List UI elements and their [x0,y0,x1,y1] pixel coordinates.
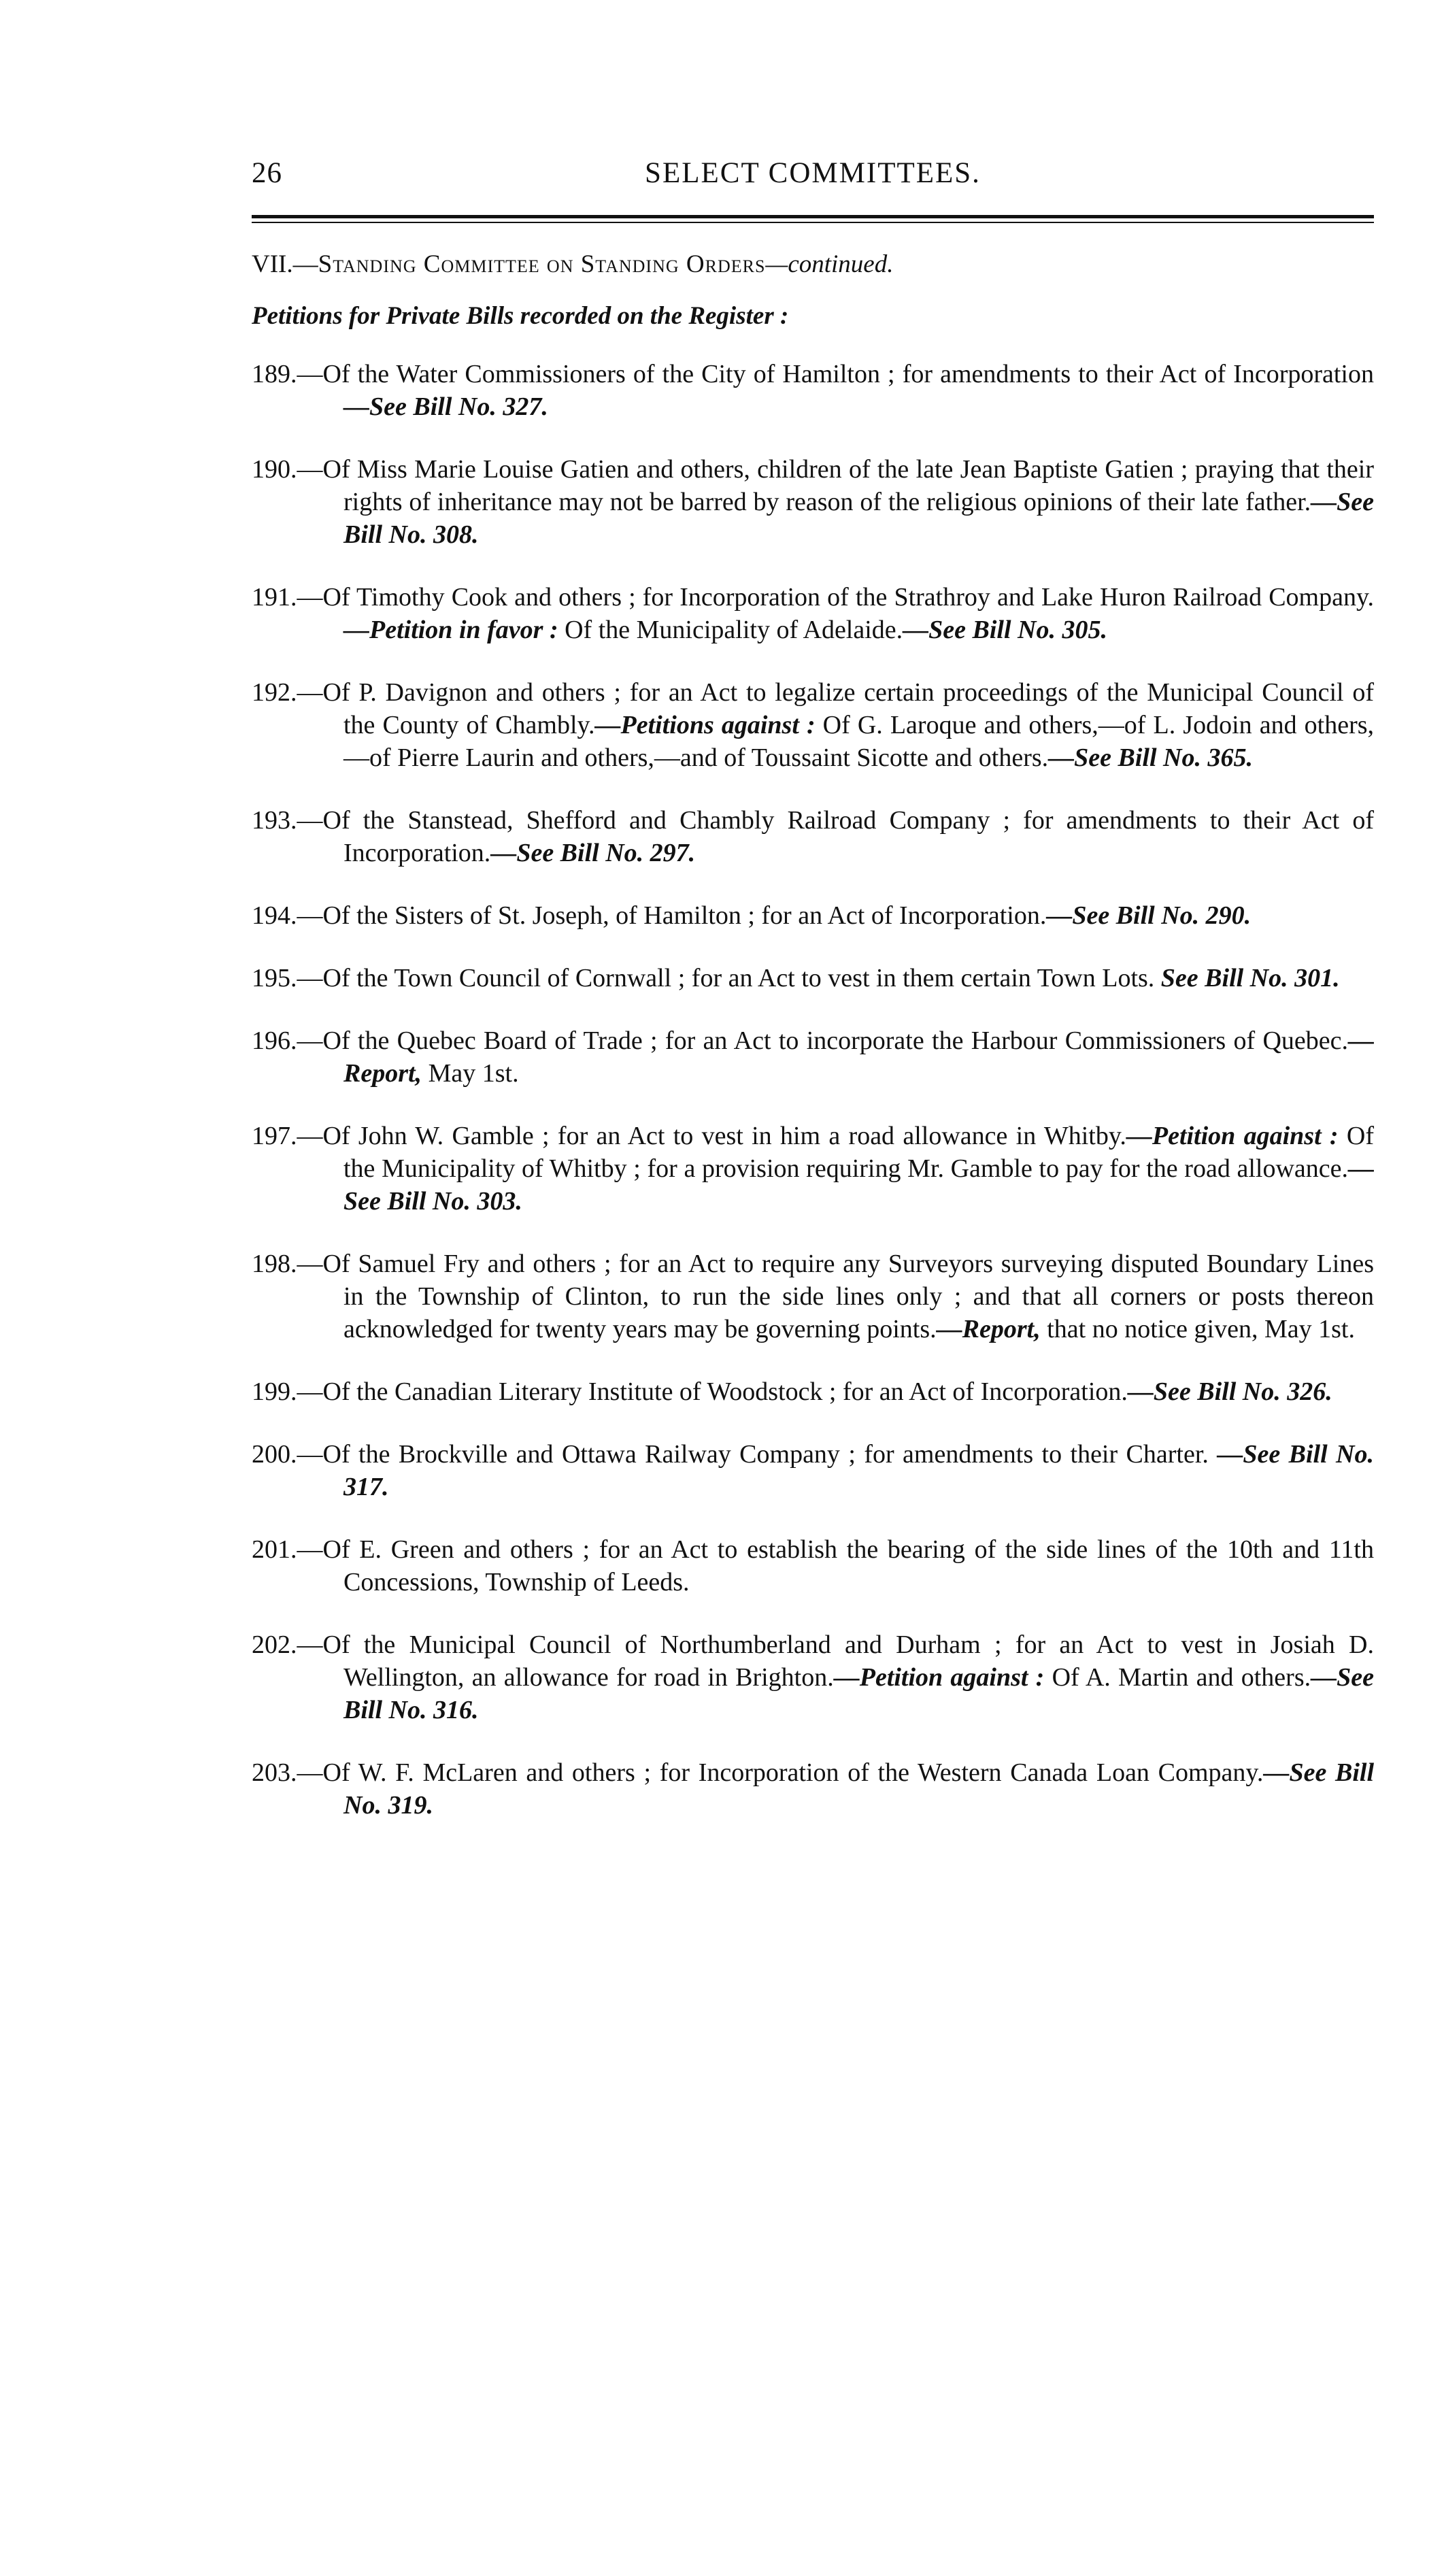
entry-number: 197. [252,1122,297,1150]
petition-entry [252,899,1374,932]
entry-text: —Of W. F. McLaren and others ; for Incorporation of the Western Canada Loan Company. [297,1758,1264,1787]
petition-entry [252,1756,1374,1822]
entry-number: 202. [252,1630,297,1659]
section-title: Standing Committee on Standing Orders [318,250,766,278]
entry-text: —Of P. Davignon and others ; for an Act to legalize certain proceedings of the Municipal Council of the County of Chambly. [297,678,1374,739]
entry-text-continued: Of the Municipality of Adelaide. [558,616,903,644]
entry-number: 199. [252,1377,297,1406]
subheading: Petitions for Private Bills recorded on the Register : [252,302,789,330]
entry-number: 193. [252,806,297,835]
entry-tail: that no notice given, May 1st. [1040,1315,1355,1343]
entry-number: 194. [252,901,297,930]
entry-text-continued: Of the Municipality of Whitby ; for a provision requiring Mr. Gamble to pay for the road allowance. [343,1122,1374,1183]
petition-entry [252,1438,1374,1503]
entry-text: —Of Timothy Cook and others ; for Incorporation of the Strathroy and Lake Huron Railroad Company. [297,583,1374,612]
bill-reference: —See Bill No. 303. [343,1154,1374,1216]
petition-entry [252,1248,1374,1345]
petition-entry [252,804,1374,869]
entry-number: 195. [252,964,297,992]
entry-number: 203. [252,1758,297,1787]
petition-entry [252,1120,1374,1218]
petition-entry [252,358,1374,423]
entry-text: —Of John W. Gamble ; for an Act to vest in him a road allowance in Whitby. [297,1122,1126,1150]
bill-reference: —See Bill No. 305. [903,616,1107,644]
entry-tail: May 1st. [422,1059,519,1088]
bill-reference: —See Bill No. 316. [343,1663,1374,1724]
bill-reference: —See Bill No. 326. [1127,1377,1332,1406]
header-rule [252,215,1374,223]
section-heading [252,249,1374,280]
document-page [252,156,1374,1852]
entry-text: —Of Miss Marie Louise Gatien and others, children of the late Jean Baptiste Gatien ; praying that their rights of inheritance may not be barred by reason of the religious opinions of their late father. [297,455,1374,516]
petition-entry [252,1628,1374,1726]
bill-reference: —See Bill No. 308. [343,488,1374,549]
bill-reference: See Bill No. 301. [1160,964,1340,992]
bill-reference: —See Bill No. 365. [1048,743,1253,772]
petition-note: —Petition against : [833,1663,1045,1692]
bill-reference: —See Bill No. 319. [343,1758,1375,1820]
entry-number: 191. [252,583,297,612]
entry-number: 189. [252,360,297,388]
entry-text: —Of the Stanstead, Shefford and Chambly Railroad Company ; for amendments to their Act of Incorporation. [297,806,1374,867]
petition-entry [252,1375,1374,1408]
running-title: SELECT COMMITTEES. [645,157,981,189]
petition-entry [252,453,1374,551]
entry-text: —Of the Brockville and Ottawa Railway Company ; for amendments to their Charter. [297,1440,1218,1469]
petition-list [252,358,1374,1822]
petition-note: —Petition in favor : [343,616,558,644]
page-number: 26 [252,157,282,189]
entry-number: 192. [252,678,297,707]
header-rule-thick [252,215,1374,218]
entry-number: 190. [252,455,297,484]
entry-text: —Of the Canadian Literary Institute of Woodstock ; for an Act of Incorporation. [297,1377,1128,1406]
section-numeral: VII.— [252,250,318,278]
petition-entry [252,581,1374,646]
petition-entry [252,676,1374,774]
entry-text: —Of the Sisters of St. Joseph, of Hamilton ; for an Act of Incorporation. [297,901,1047,930]
petition-note: —Petitions against : [594,711,816,739]
petition-entry [252,962,1374,994]
report-reference: —Report, [936,1315,1041,1343]
entry-text: —Of the Water Commissioners of the City of Hamilton ; for amendments to their Act of Incorporation [297,360,1374,388]
entry-text: —Of E. Green and others ; for an Act to establish the bearing of the side lines of the 10th and 11th Concessions, Township of Leeds. [297,1535,1374,1596]
bill-reference: —See Bill No. 327. [343,392,548,421]
petition-note: —Petition against : [1126,1122,1339,1150]
entry-text: —Of Samuel Fry and others ; for an Act to require any Surveyors surveying disputed Boundary Lines in the Township of Clinton, to run the side lines only ; and that all corners or posts thereon acknowledged for twenty years may be governing points. [297,1250,1374,1343]
entry-number: 198. [252,1250,297,1278]
entry-text-continued: Of A. Martin and others. [1044,1663,1311,1692]
page-header [252,156,1374,204]
entry-text-continued: Of G. Laroque and others,—of L. Jodoin and others,—of Pierre Laurin and others,—and of Toussaint Sicotte and others. [343,711,1375,772]
bill-reference: —See Bill No. 290. [1046,901,1252,930]
entry-number: 196. [252,1026,297,1055]
section-continued: —continued. [765,250,894,278]
entry-number: 201. [252,1535,297,1564]
header-rule-thin [252,222,1374,223]
petition-entry [252,1024,1374,1090]
petition-entry [252,1533,1374,1599]
entry-number: 200. [252,1440,297,1469]
bill-reference: —See Bill No. 297. [490,839,696,867]
report-reference: —Report, [343,1026,1374,1088]
entry-text: —Of the Town Council of Cornwall ; for an Act to vest in them certain Town Lots. [297,964,1161,992]
entry-text: —Of the Quebec Board of Trade ; for an Act to incorporate the Harbour Commissioners of Quebec. [297,1026,1348,1055]
bill-reference: —See Bill No. 317. [343,1440,1374,1501]
entry-text: —Of the Municipal Council of Northumberland and Durham ; for an Act to vest in Josiah D. Wellington, an allowance for road in Brighton. [297,1630,1374,1692]
